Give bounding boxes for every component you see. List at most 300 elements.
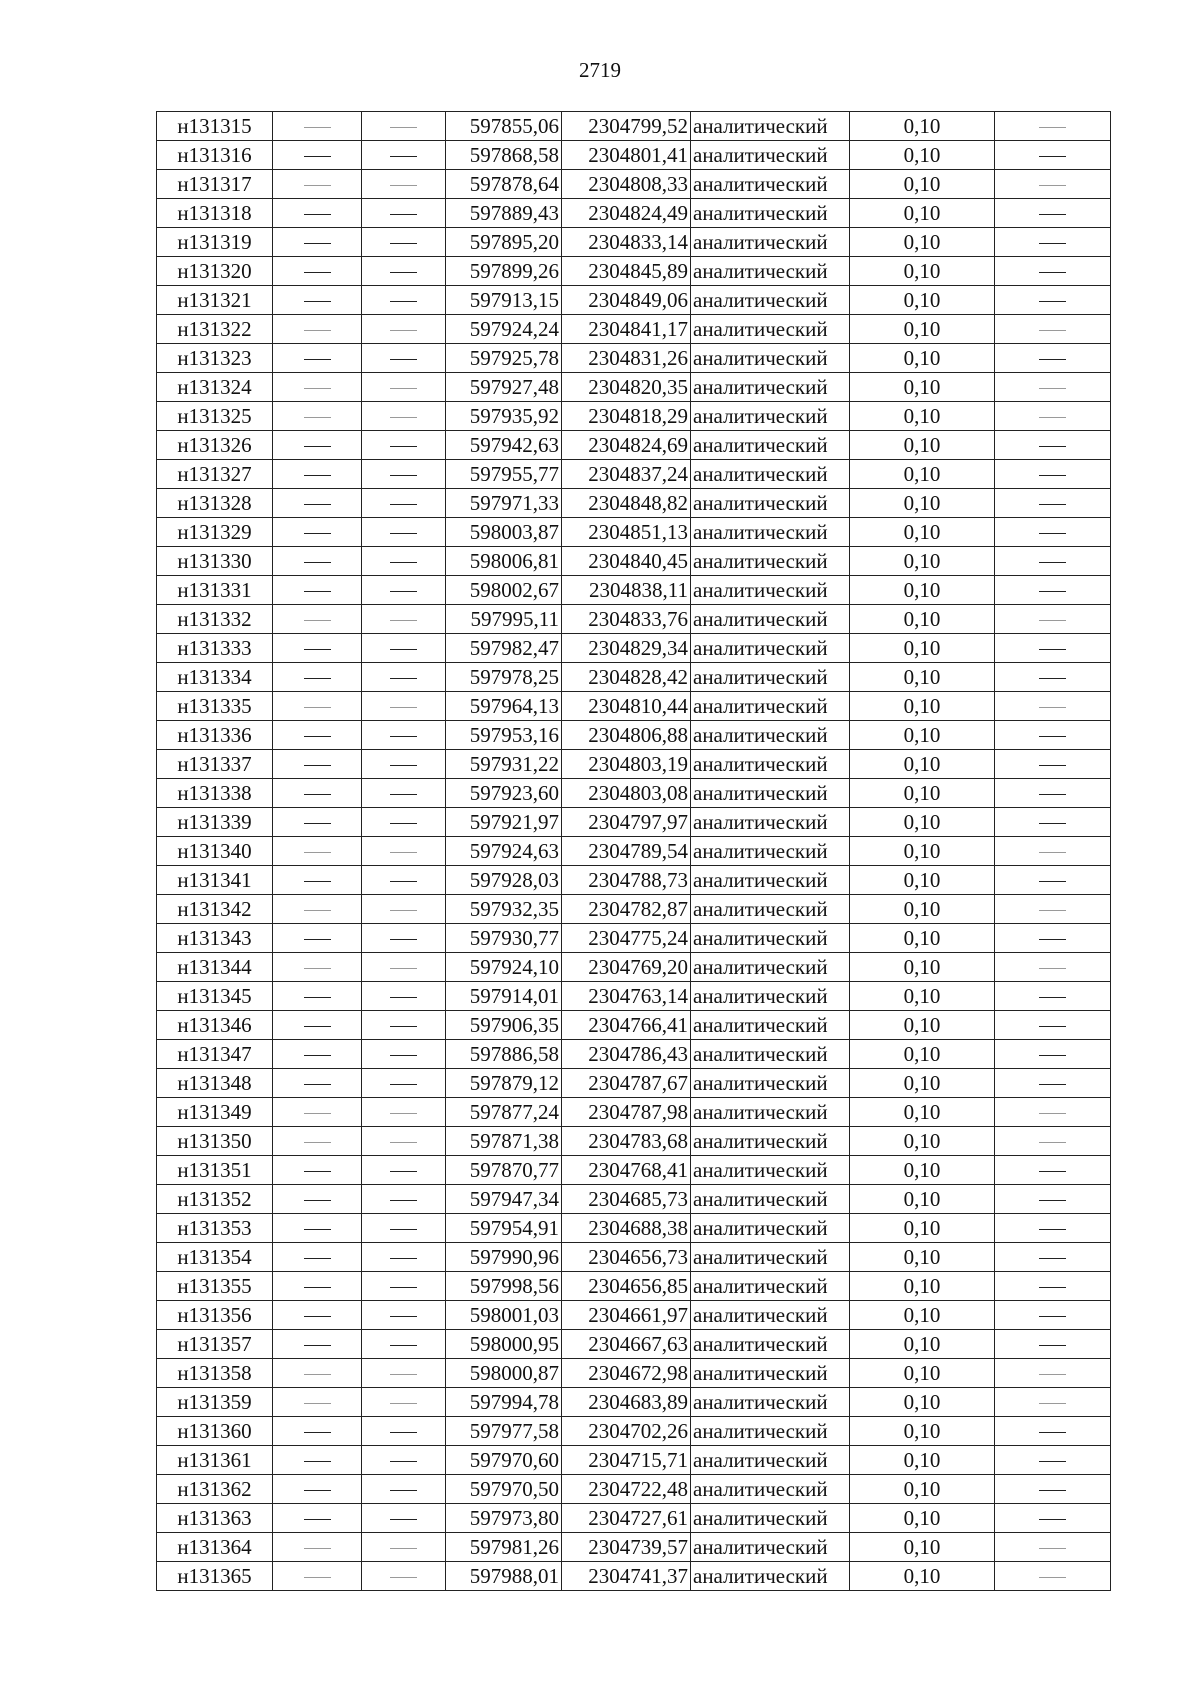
old-x-cell [273,634,362,663]
dash-mark [390,301,417,302]
accuracy-cell: 0,10 [850,1417,995,1446]
y-coordinate-cell: 2304803,19 [562,750,691,779]
dash-mark [304,1403,331,1404]
table-row [157,1127,1111,1156]
accuracy-cell: 0,10 [850,837,995,866]
accuracy-cell: 0,10 [850,1533,995,1562]
dash-mark [390,823,417,824]
dash-mark [1039,1084,1066,1085]
dash-mark [1039,1577,1066,1578]
dash-mark [304,562,331,563]
table-row [157,1301,1111,1330]
dash-mark [390,156,417,157]
old-y-cell [362,924,446,953]
table-row [157,1562,1111,1591]
dash-mark [304,910,331,911]
old-x-cell [273,1417,362,1446]
table-row [157,199,1111,228]
point-name-cell: н131351 [157,1156,273,1185]
point-name-cell: н131327 [157,460,273,489]
y-coordinate-cell: 2304727,61 [562,1504,691,1533]
y-coordinate-cell: 2304741,37 [562,1562,691,1591]
description-cell [995,141,1111,170]
point-name-cell: н131320 [157,257,273,286]
point-name-cell: н131331 [157,576,273,605]
description-cell [995,1504,1111,1533]
dash-mark [304,765,331,766]
dash-mark [304,997,331,998]
dash-mark [1039,1055,1066,1056]
x-coordinate-cell: 597899,26 [446,257,562,286]
description-cell [995,1475,1111,1504]
description-cell [995,1330,1111,1359]
old-x-cell [273,518,362,547]
y-coordinate-cell: 2304656,85 [562,1272,691,1301]
old-y-cell [362,1417,446,1446]
point-name-cell: н131342 [157,895,273,924]
x-coordinate-cell: 598002,67 [446,576,562,605]
method-cell: аналитический [691,286,850,315]
old-x-cell [273,779,362,808]
description-cell [995,228,1111,257]
description-cell [995,982,1111,1011]
old-x-cell [273,721,362,750]
point-name-cell: н131358 [157,1359,273,1388]
description-cell [995,721,1111,750]
point-name-cell: н131336 [157,721,273,750]
x-coordinate-cell: 597947,34 [446,1185,562,1214]
dash-mark [304,794,331,795]
dash-mark [390,852,417,853]
y-coordinate-cell: 2304840,45 [562,547,691,576]
table-row [157,286,1111,315]
description-cell [995,576,1111,605]
description-cell [995,1533,1111,1562]
x-coordinate-cell: 597913,15 [446,286,562,315]
point-name-cell: н131339 [157,808,273,837]
old-y-cell [362,286,446,315]
x-coordinate-cell: 597906,35 [446,1011,562,1040]
x-coordinate-cell: 597953,16 [446,721,562,750]
description-cell [995,315,1111,344]
point-name-cell: н131317 [157,170,273,199]
old-x-cell [273,1562,362,1591]
table-row [157,1330,1111,1359]
method-cell: аналитический [691,692,850,721]
old-y-cell [362,750,446,779]
table-row [157,605,1111,634]
dash-mark [1039,968,1066,969]
x-coordinate-cell: 597931,22 [446,750,562,779]
dash-mark [390,1345,417,1346]
method-cell: аналитический [691,866,850,895]
dash-mark [1039,1113,1066,1114]
dash-mark [390,1055,417,1056]
description-cell [995,1011,1111,1040]
table-row [157,837,1111,866]
dash-mark [304,736,331,737]
old-y-cell [362,1243,446,1272]
x-coordinate-cell: 597914,01 [446,982,562,1011]
accuracy-cell: 0,10 [850,634,995,663]
old-y-cell [362,1504,446,1533]
dash-mark [1039,562,1066,563]
x-coordinate-cell: 598006,81 [446,547,562,576]
dash-mark [1039,736,1066,737]
x-coordinate-cell: 597988,01 [446,1562,562,1591]
dash-mark [390,1548,417,1549]
point-name-cell: н131334 [157,663,273,692]
point-name-cell: н131352 [157,1185,273,1214]
y-coordinate-cell: 2304787,98 [562,1098,691,1127]
accuracy-cell: 0,10 [850,1069,995,1098]
dash-mark [304,852,331,853]
dash-mark [304,243,331,244]
accuracy-cell: 0,10 [850,489,995,518]
description-cell [995,402,1111,431]
old-x-cell [273,547,362,576]
old-y-cell [362,170,446,199]
dash-mark [1039,1432,1066,1433]
dash-mark [390,185,417,186]
dash-mark [390,417,417,418]
dash-mark [390,1577,417,1578]
description-cell [995,170,1111,199]
x-coordinate-cell: 598000,87 [446,1359,562,1388]
accuracy-cell: 0,10 [850,1185,995,1214]
dash-mark [1039,1026,1066,1027]
dash-mark [390,997,417,998]
dash-mark [1039,185,1066,186]
point-name-cell: н131354 [157,1243,273,1272]
dash-mark [304,1084,331,1085]
point-name-cell: н131325 [157,402,273,431]
description-cell [995,1359,1111,1388]
table-row [157,1185,1111,1214]
dash-mark [390,272,417,273]
old-x-cell [273,750,362,779]
old-x-cell [273,895,362,924]
x-coordinate-cell: 597955,77 [446,460,562,489]
table-row [157,1156,1111,1185]
dash-mark [304,388,331,389]
y-coordinate-cell: 2304828,42 [562,663,691,692]
dash-mark [390,446,417,447]
point-name-cell: н131364 [157,1533,273,1562]
old-y-cell [362,663,446,692]
description-cell [995,750,1111,779]
point-name-cell: н131355 [157,1272,273,1301]
description-cell [995,1098,1111,1127]
table-row [157,1011,1111,1040]
table-row [157,663,1111,692]
method-cell: аналитический [691,1504,850,1533]
method-cell: аналитический [691,199,850,228]
dash-mark [390,359,417,360]
dash-mark [1039,1461,1066,1462]
dash-mark [1039,156,1066,157]
table-row [157,1214,1111,1243]
description-cell [995,663,1111,692]
table-row [157,1504,1111,1533]
dash-mark [304,1200,331,1201]
table-row [157,141,1111,170]
dash-mark [390,1229,417,1230]
dash-mark [304,504,331,505]
description-cell [995,460,1111,489]
dash-mark [1039,301,1066,302]
y-coordinate-cell: 2304788,73 [562,866,691,895]
dash-mark [1039,1519,1066,1520]
accuracy-cell: 0,10 [850,286,995,315]
x-coordinate-cell: 597878,64 [446,170,562,199]
dash-mark [304,1548,331,1549]
method-cell: аналитический [691,460,850,489]
dash-mark [390,910,417,911]
dash-mark [390,1287,417,1288]
old-y-cell [362,1098,446,1127]
old-x-cell [273,1243,362,1272]
dash-mark [304,707,331,708]
old-y-cell [362,344,446,373]
accuracy-cell: 0,10 [850,228,995,257]
y-coordinate-cell: 2304841,17 [562,315,691,344]
dash-mark [390,1403,417,1404]
table-row [157,895,1111,924]
description-cell [995,199,1111,228]
dash-mark [304,185,331,186]
x-coordinate-cell: 598001,03 [446,1301,562,1330]
description-cell [995,257,1111,286]
old-y-cell [362,982,446,1011]
old-y-cell [362,1011,446,1040]
y-coordinate-cell: 2304845,89 [562,257,691,286]
point-name-cell: н131341 [157,866,273,895]
dash-mark [1039,678,1066,679]
dash-mark [1039,1287,1066,1288]
y-coordinate-cell: 2304810,44 [562,692,691,721]
dash-mark [304,939,331,940]
accuracy-cell: 0,10 [850,1214,995,1243]
old-x-cell [273,489,362,518]
x-coordinate-cell: 597981,26 [446,1533,562,1562]
point-name-cell: н131321 [157,286,273,315]
dash-mark [304,1258,331,1259]
x-coordinate-cell: 597970,60 [446,1446,562,1475]
description-cell [995,489,1111,518]
point-name-cell: н131338 [157,779,273,808]
dash-mark [390,504,417,505]
dash-mark [304,1490,331,1491]
dash-mark [1039,1403,1066,1404]
table-row [157,170,1111,199]
old-y-cell [362,1214,446,1243]
y-coordinate-cell: 2304715,71 [562,1446,691,1475]
x-coordinate-cell: 597964,13 [446,692,562,721]
old-x-cell [273,199,362,228]
description-cell [995,866,1111,895]
point-name-cell: н131348 [157,1069,273,1098]
accuracy-cell: 0,10 [850,982,995,1011]
method-cell: аналитический [691,1475,850,1504]
old-y-cell [362,315,446,344]
x-coordinate-cell: 597870,77 [446,1156,562,1185]
table-row [157,750,1111,779]
accuracy-cell: 0,10 [850,895,995,924]
x-coordinate-cell: 597977,58 [446,1417,562,1446]
old-y-cell [362,721,446,750]
y-coordinate-cell: 2304672,98 [562,1359,691,1388]
dash-mark [1039,997,1066,998]
method-cell: аналитический [691,1359,850,1388]
table-row [157,373,1111,402]
y-coordinate-cell: 2304787,67 [562,1069,691,1098]
dash-mark [1039,359,1066,360]
x-coordinate-cell: 597927,48 [446,373,562,402]
point-name-cell: н131324 [157,373,273,402]
dash-mark [1039,1229,1066,1230]
dash-mark [304,1461,331,1462]
old-y-cell [362,1388,446,1417]
x-coordinate-cell: 597990,96 [446,1243,562,1272]
dash-mark [390,794,417,795]
dash-mark [304,475,331,476]
dash-mark [1039,1548,1066,1549]
table-row [157,431,1111,460]
description-cell [995,1243,1111,1272]
y-coordinate-cell: 2304818,29 [562,402,691,431]
dash-mark [304,1519,331,1520]
old-x-cell [273,1185,362,1214]
dash-mark [304,214,331,215]
x-coordinate-cell: 597928,03 [446,866,562,895]
y-coordinate-cell: 2304786,43 [562,1040,691,1069]
dash-mark [390,1142,417,1143]
y-coordinate-cell: 2304851,13 [562,518,691,547]
dash-mark [304,881,331,882]
description-cell [995,1214,1111,1243]
point-name-cell: н131353 [157,1214,273,1243]
description-cell [995,605,1111,634]
accuracy-cell: 0,10 [850,953,995,982]
old-x-cell [273,1127,362,1156]
old-x-cell [273,315,362,344]
y-coordinate-cell: 2304775,24 [562,924,691,953]
method-cell: аналитический [691,605,850,634]
dash-mark [390,1432,417,1433]
dash-mark [390,968,417,969]
method-cell: аналитический [691,1185,850,1214]
dash-mark [304,359,331,360]
x-coordinate-cell: 597973,80 [446,1504,562,1533]
table-row [157,1446,1111,1475]
accuracy-cell: 0,10 [850,141,995,170]
dash-mark [304,823,331,824]
table-row [157,1359,1111,1388]
old-y-cell [362,1185,446,1214]
method-cell: аналитический [691,808,850,837]
description-cell [995,373,1111,402]
dash-mark [390,1374,417,1375]
old-y-cell [362,1562,446,1591]
dash-mark [390,736,417,737]
dash-mark [1039,852,1066,853]
point-name-cell: н131350 [157,1127,273,1156]
table-body [157,112,1111,1591]
x-coordinate-cell: 597998,56 [446,1272,562,1301]
dash-mark [390,1084,417,1085]
y-coordinate-cell: 2304801,41 [562,141,691,170]
dash-mark [1039,127,1066,128]
dash-mark [1039,388,1066,389]
accuracy-cell: 0,10 [850,866,995,895]
dash-mark [1039,794,1066,795]
dash-mark [390,1113,417,1114]
y-coordinate-cell: 2304838,11 [562,576,691,605]
dash-mark [304,1026,331,1027]
table-row [157,924,1111,953]
dash-mark [304,1287,331,1288]
dash-mark [390,939,417,940]
dash-mark [390,1258,417,1259]
dash-mark [1039,214,1066,215]
dash-mark [1039,446,1066,447]
old-x-cell [273,605,362,634]
method-cell: аналитический [691,1156,850,1185]
accuracy-cell: 0,10 [850,199,995,228]
y-coordinate-cell: 2304667,63 [562,1330,691,1359]
x-coordinate-cell: 597855,06 [446,112,562,141]
dash-mark [1039,1258,1066,1259]
point-name-cell: н131316 [157,141,273,170]
dash-mark [304,301,331,302]
x-coordinate-cell: 597932,35 [446,895,562,924]
old-x-cell [273,576,362,605]
point-name-cell: н131335 [157,692,273,721]
x-coordinate-cell: 597930,77 [446,924,562,953]
description-cell [995,518,1111,547]
description-cell [995,895,1111,924]
accuracy-cell: 0,10 [850,518,995,547]
dash-mark [304,649,331,650]
accuracy-cell: 0,10 [850,315,995,344]
method-cell: аналитический [691,489,850,518]
description-cell [995,1301,1111,1330]
table-row [157,982,1111,1011]
table-row [157,257,1111,286]
accuracy-cell: 0,10 [850,1446,995,1475]
description-cell [995,1069,1111,1098]
dash-mark [304,272,331,273]
method-cell: аналитический [691,953,850,982]
method-cell: аналитический [691,1069,850,1098]
table-row [157,1417,1111,1446]
old-x-cell [273,1330,362,1359]
y-coordinate-cell: 2304783,68 [562,1127,691,1156]
x-coordinate-cell: 597924,10 [446,953,562,982]
x-coordinate-cell: 598000,95 [446,1330,562,1359]
dash-mark [390,649,417,650]
method-cell: аналитический [691,1562,850,1591]
method-cell: аналитический [691,1243,850,1272]
y-coordinate-cell: 2304803,08 [562,779,691,808]
y-coordinate-cell: 2304824,49 [562,199,691,228]
table-row [157,634,1111,663]
table-row [157,953,1111,982]
point-name-cell: н131337 [157,750,273,779]
x-coordinate-cell: 597982,47 [446,634,562,663]
y-coordinate-cell: 2304782,87 [562,895,691,924]
